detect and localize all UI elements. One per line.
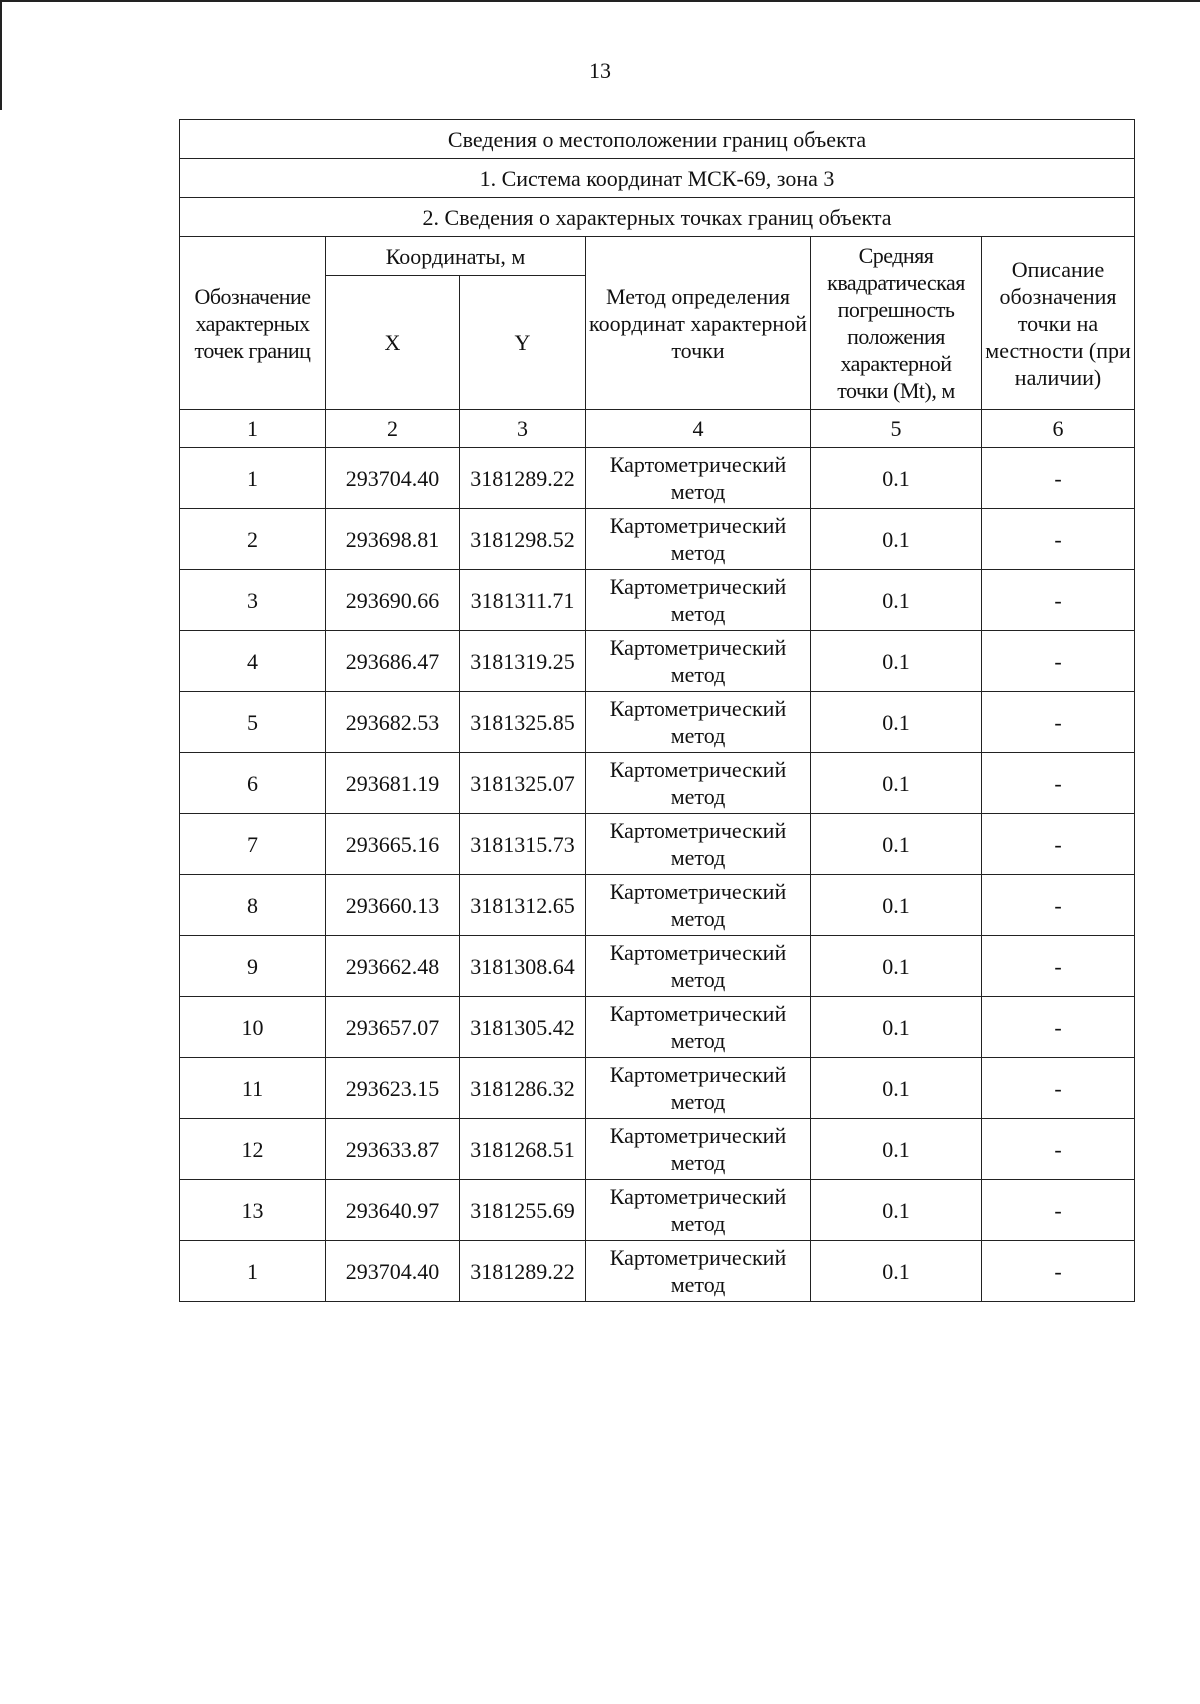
boundary-points-table bbox=[179, 119, 1135, 1302]
cell-y: 3181319.25 bbox=[460, 631, 586, 692]
cell-error: 0.1 bbox=[811, 509, 982, 570]
section-row bbox=[180, 198, 1135, 237]
cell-description: - bbox=[982, 1180, 1135, 1241]
header-point-designation: Обозначение характерных точек границ bbox=[180, 237, 326, 410]
table-row bbox=[180, 753, 1135, 814]
cell-method: Картометрический метод bbox=[586, 692, 811, 753]
cell-x: 293633.87 bbox=[326, 1119, 460, 1180]
cell-y: 3181289.22 bbox=[460, 1241, 586, 1302]
header-error: Средняя квадратическая погрешность положения характерной точки (Mt), м bbox=[811, 237, 982, 410]
cell-error: 0.1 bbox=[811, 692, 982, 753]
cell-x: 293704.40 bbox=[326, 1241, 460, 1302]
cell-description: - bbox=[982, 1119, 1135, 1180]
cell-point: 6 bbox=[180, 753, 326, 814]
cell-description: - bbox=[982, 509, 1135, 570]
cell-description: - bbox=[982, 814, 1135, 875]
cell-x: 293686.47 bbox=[326, 631, 460, 692]
section-caption: 2. Сведения о характерных точках границ объекта bbox=[180, 198, 1135, 237]
table-row bbox=[180, 1119, 1135, 1180]
table-row bbox=[180, 1180, 1135, 1241]
coord-system-caption: 1. Система координат МСК-69, зона 3 bbox=[180, 159, 1135, 198]
cell-error: 0.1 bbox=[811, 1241, 982, 1302]
header-description: Описание обозначения точки на местности (при наличии) bbox=[982, 237, 1135, 410]
cell-y: 3181305.42 bbox=[460, 997, 586, 1058]
scan-edge-left bbox=[0, 0, 2, 110]
cell-x: 293657.07 bbox=[326, 997, 460, 1058]
cell-method: Картометрический метод bbox=[586, 753, 811, 814]
cell-x: 293665.16 bbox=[326, 814, 460, 875]
cell-y: 3181289.22 bbox=[460, 448, 586, 509]
cell-point: 3 bbox=[180, 570, 326, 631]
cell-method: Картометрический метод bbox=[586, 570, 811, 631]
cell-method: Картометрический метод bbox=[586, 936, 811, 997]
cell-x: 293704.40 bbox=[326, 448, 460, 509]
cell-x: 293640.97 bbox=[326, 1180, 460, 1241]
cell-method: Картометрический метод bbox=[586, 1241, 811, 1302]
column-number: 1 bbox=[180, 410, 326, 448]
cell-method: Картометрический метод bbox=[586, 875, 811, 936]
cell-method: Картометрический метод bbox=[586, 1119, 811, 1180]
cell-point: 7 bbox=[180, 814, 326, 875]
cell-y: 3181312.65 bbox=[460, 875, 586, 936]
header-row-1 bbox=[180, 237, 1135, 276]
column-number: 6 bbox=[982, 410, 1135, 448]
cell-x: 293660.13 bbox=[326, 875, 460, 936]
cell-y: 3181255.69 bbox=[460, 1180, 586, 1241]
cell-method: Картометрический метод bbox=[586, 997, 811, 1058]
cell-y: 3181308.64 bbox=[460, 936, 586, 997]
cell-point: 13 bbox=[180, 1180, 326, 1241]
cell-x: 293662.48 bbox=[326, 936, 460, 997]
cell-description: - bbox=[982, 1241, 1135, 1302]
cell-point: 5 bbox=[180, 692, 326, 753]
table-row bbox=[180, 448, 1135, 509]
column-number: 5 bbox=[811, 410, 982, 448]
scan-edge-top bbox=[0, 0, 1200, 2]
header-coordinates: Координаты, м bbox=[326, 237, 586, 276]
cell-y: 3181311.71 bbox=[460, 570, 586, 631]
cell-method: Картометрический метод bbox=[586, 509, 811, 570]
cell-error: 0.1 bbox=[811, 753, 982, 814]
cell-point: 10 bbox=[180, 997, 326, 1058]
cell-point: 2 bbox=[180, 509, 326, 570]
header-x: X bbox=[326, 276, 460, 410]
table-row bbox=[180, 570, 1135, 631]
cell-point: 4 bbox=[180, 631, 326, 692]
cell-description: - bbox=[982, 753, 1135, 814]
cell-y: 3181325.85 bbox=[460, 692, 586, 753]
cell-description: - bbox=[982, 570, 1135, 631]
cell-point: 1 bbox=[180, 1241, 326, 1302]
cell-description: - bbox=[982, 448, 1135, 509]
cell-x: 293690.66 bbox=[326, 570, 460, 631]
cell-point: 8 bbox=[180, 875, 326, 936]
cell-y: 3181315.73 bbox=[460, 814, 586, 875]
table-row bbox=[180, 692, 1135, 753]
table-title-row bbox=[180, 120, 1135, 159]
cell-description: - bbox=[982, 936, 1135, 997]
table-row bbox=[180, 875, 1135, 936]
cell-error: 0.1 bbox=[811, 448, 982, 509]
cell-x: 293681.19 bbox=[326, 753, 460, 814]
table-row bbox=[180, 509, 1135, 570]
column-number: 4 bbox=[586, 410, 811, 448]
cell-error: 0.1 bbox=[811, 631, 982, 692]
cell-description: - bbox=[982, 875, 1135, 936]
cell-point: 1 bbox=[180, 448, 326, 509]
cell-description: - bbox=[982, 997, 1135, 1058]
table-row bbox=[180, 1058, 1135, 1119]
cell-error: 0.1 bbox=[811, 1058, 982, 1119]
cell-x: 293698.81 bbox=[326, 509, 460, 570]
table-row bbox=[180, 936, 1135, 997]
header-y: Y bbox=[460, 276, 586, 410]
cell-point: 9 bbox=[180, 936, 326, 997]
cell-error: 0.1 bbox=[811, 1180, 982, 1241]
cell-description: - bbox=[982, 1058, 1135, 1119]
column-numbers-row bbox=[180, 410, 1135, 448]
table-title: Сведения о местоположении границ объекта bbox=[180, 120, 1135, 159]
coord-system-row bbox=[180, 159, 1135, 198]
cell-method: Картометрический метод bbox=[586, 814, 811, 875]
cell-y: 3181268.51 bbox=[460, 1119, 586, 1180]
page-number: 13 bbox=[589, 58, 611, 83]
table-row bbox=[180, 631, 1135, 692]
table-body bbox=[180, 120, 1135, 1302]
table-row bbox=[180, 814, 1135, 875]
table-row bbox=[180, 997, 1135, 1058]
cell-error: 0.1 bbox=[811, 1119, 982, 1180]
cell-description: - bbox=[982, 692, 1135, 753]
cell-error: 0.1 bbox=[811, 936, 982, 997]
cell-error: 0.1 bbox=[811, 997, 982, 1058]
cell-error: 0.1 bbox=[811, 570, 982, 631]
table-row bbox=[180, 1241, 1135, 1302]
cell-point: 11 bbox=[180, 1058, 326, 1119]
cell-x: 293682.53 bbox=[326, 692, 460, 753]
cell-y: 3181325.07 bbox=[460, 753, 586, 814]
cell-point: 12 bbox=[180, 1119, 326, 1180]
column-number: 3 bbox=[460, 410, 586, 448]
cell-x: 293623.15 bbox=[326, 1058, 460, 1119]
cell-description: - bbox=[982, 631, 1135, 692]
cell-method: Картометрический метод bbox=[586, 448, 811, 509]
cell-y: 3181286.32 bbox=[460, 1058, 586, 1119]
cell-method: Картометрический метод bbox=[586, 631, 811, 692]
cell-y: 3181298.52 bbox=[460, 509, 586, 570]
column-number: 2 bbox=[326, 410, 460, 448]
cell-method: Картометрический метод bbox=[586, 1058, 811, 1119]
header-method: Метод определения координат характерной точки bbox=[586, 237, 811, 410]
cell-error: 0.1 bbox=[811, 875, 982, 936]
cell-error: 0.1 bbox=[811, 814, 982, 875]
cell-method: Картометрический метод bbox=[586, 1180, 811, 1241]
